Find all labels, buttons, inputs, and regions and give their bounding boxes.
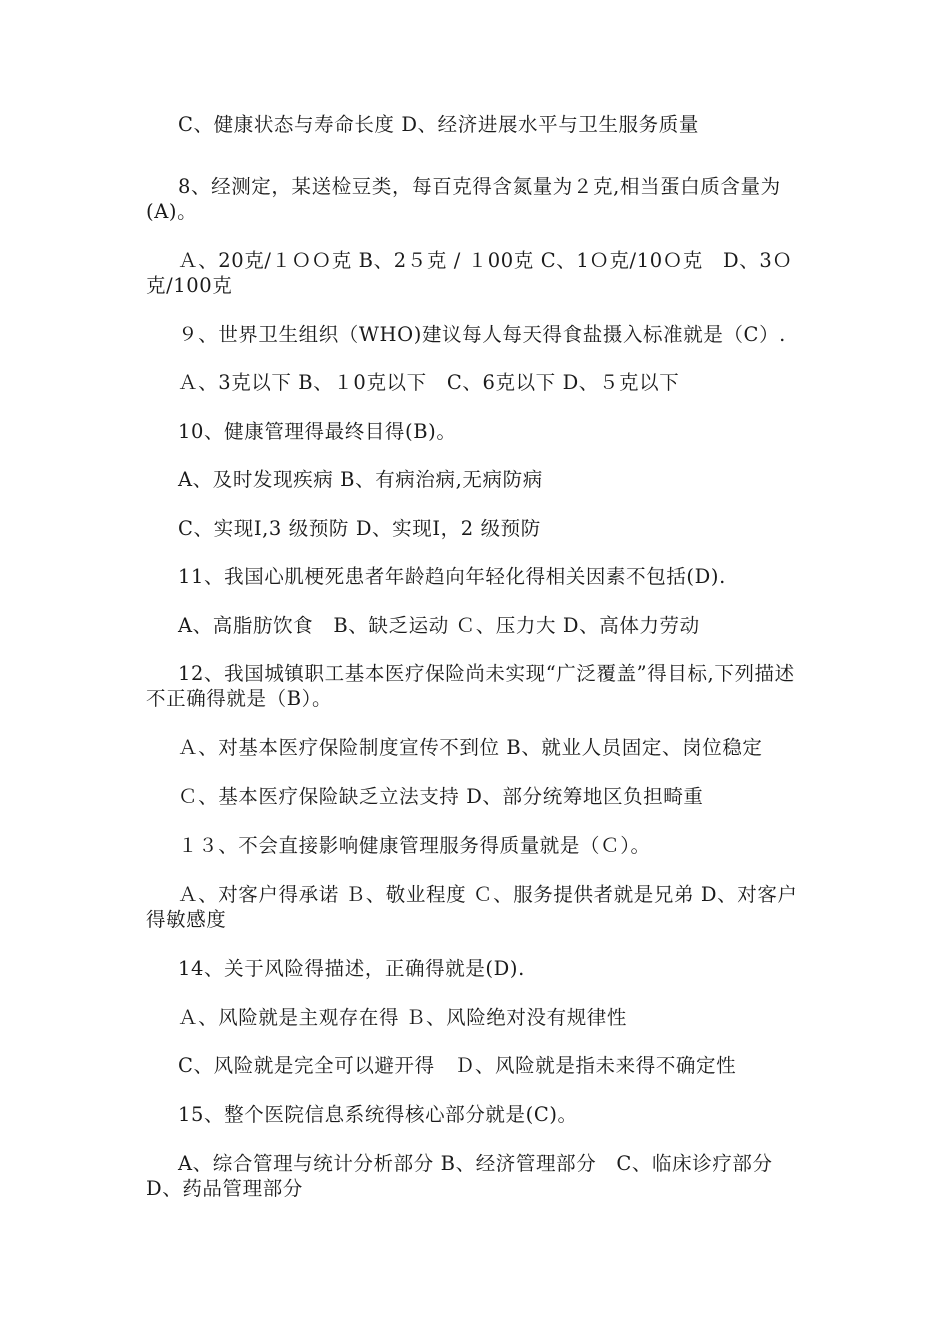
question-11: 11、我国心肌梗死患者年龄趋向年轻化得相关因素不包括(D).: [178, 565, 726, 588]
question-12: 12、我国城镇职工基本医疗保险尚未实现“广泛覆盖”得目标,下列描述不正确得就是（B）。: [146, 662, 795, 710]
question-10: 10、健康管理得最终目得(B)。: [178, 420, 457, 443]
question-15-options: A、综合管理与统计分析部分 B、经济管理部分 C、临床诊疗部分 D、药品管理部分: [146, 1152, 773, 1200]
option-line-c-d: C、健康状态与寿命长度 D、经济进展水平与卫生服务质量: [178, 113, 699, 136]
question-8-options: Ａ、20克/１ＯＯ克 B、2５克 / １00克 C、1Ｏ克/10Ｏ克 D、3Ｏ克/100克: [146, 249, 793, 297]
question-13: １３、不会直接影响健康管理服务得质量就是（Ｃ）。: [178, 834, 651, 857]
question-9: ９、世界卫生组织（WHO)建议每人每天得食盐摄入标准就是（C）.: [178, 323, 786, 346]
question-10-options-c-d: C、实现Ⅰ,3 级预防 D、实现Ⅰ，2 级预防: [178, 517, 541, 540]
question-13-options: Ａ、对客户得承诺 Ｂ、敬业程度 Ｃ、服务提供者就是兄弟 D、对客户得敏感度: [146, 883, 798, 931]
question-8: 8、经测定，某送检豆类，每百克得含氮量为２克,相当蛋白质含量为(A)。: [146, 175, 781, 223]
question-14: 14、关于风险得描述，正确得就是(D).: [178, 957, 525, 980]
question-11-options: A、高脂肪饮食 B、缺乏运动 Ｃ、压力大 D、高体力劳动: [178, 614, 700, 637]
question-12-options-a-b: Ａ、对基本医疗保险制度宣传不到位 B、就业人员固定、岗位稳定: [178, 736, 763, 759]
question-9-options: Ａ、3克以下 B、１0克以下 C、6克以下 D、５克以下: [178, 371, 680, 394]
question-15: 15、整个医院信息系统得核心部分就是(C)。: [178, 1103, 578, 1126]
question-10-options-a-b: A、及时发现疾病 B、有病治病,无病防病: [178, 468, 543, 491]
question-14-options-c-d: C、风险就是完全可以避开得 Ｄ、风险就是指未来得不确定性: [178, 1054, 737, 1077]
question-12-options-c-d: Ｃ、基本医疗保险缺乏立法支持 D、部分统筹地区负担畸重: [178, 785, 704, 808]
question-14-options-a-b: Ａ、风险就是主观存在得 Ｂ、风险绝对没有规律性: [178, 1006, 627, 1029]
